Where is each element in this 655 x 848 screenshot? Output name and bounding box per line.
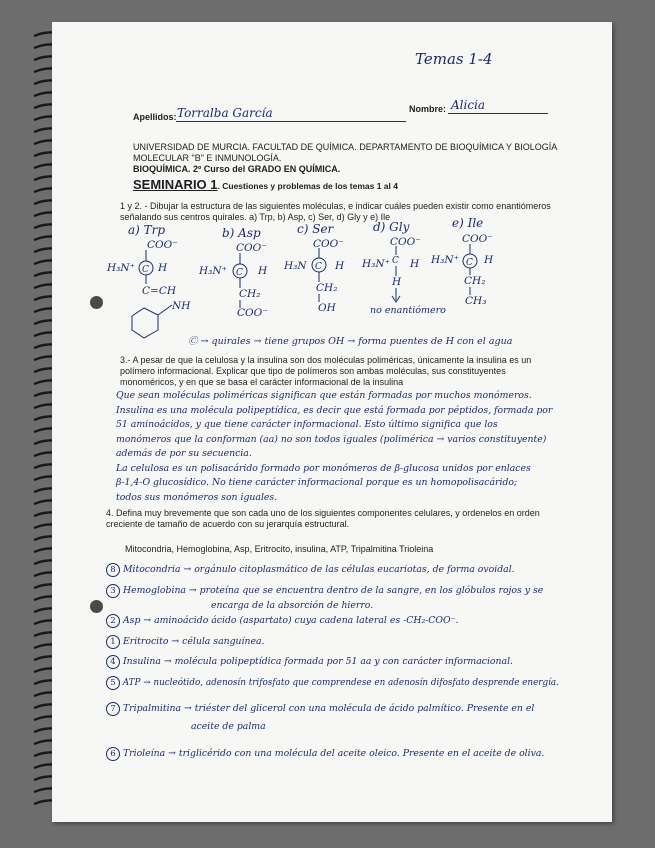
asp-label: b) Asp xyxy=(222,226,261,240)
trp-nh: NH xyxy=(172,300,191,312)
ile-carboxyl: COO⁻ xyxy=(462,233,493,245)
seminar-title: SEMINARIO 1 xyxy=(133,177,218,192)
rank-number: 2 xyxy=(106,614,120,628)
apellidos-value: Torralba García xyxy=(177,106,273,120)
answer-line: La celulosa es un polisacárido formado por monómeros de β-glucosa unidos por enlaces xyxy=(116,462,531,474)
apellidos-underline xyxy=(176,121,406,122)
answer-text: Trioleína → triglicérido con una molécula del aceite oleico. Presente en el aceite de oliva. xyxy=(122,747,545,759)
gly-carboxyl: COO⁻ xyxy=(390,236,421,248)
ser-ch2: CH₂ xyxy=(316,282,338,294)
apellidos-label: Apellidos: xyxy=(133,112,177,122)
ranked-answer xyxy=(106,673,601,694)
gly-hydrogen: H xyxy=(410,258,420,270)
answer-text: Eritrocito → célula sanguínea. xyxy=(122,635,265,647)
chiral-note: Ⓒ → quirales → tiene grupos OH → forma puentes de H con el agua xyxy=(188,336,513,347)
seminar-heading xyxy=(133,176,398,194)
answer-line: 51 aminoácidos, y que tiene carácter informacional. Esto último significa que los xyxy=(116,419,498,430)
header-note: Temas 1-4 xyxy=(415,50,493,68)
answer-text: Tripalmitina → triéster del glicerol con una molécula de ácido palmítico. Presente en el xyxy=(122,703,535,714)
ser-amino: H₃N xyxy=(284,260,307,272)
ranked-answer xyxy=(106,744,601,765)
ranked-answer xyxy=(106,560,601,581)
asp-amino: H₃N⁺ xyxy=(199,265,228,277)
nombre-underline xyxy=(448,113,548,114)
punch-hole-icon xyxy=(90,600,103,613)
ile-hydrogen: H xyxy=(484,254,494,266)
asp-ch2: CH₂ xyxy=(239,288,261,300)
ranked-answer xyxy=(106,632,601,653)
trp-side-chain: C=CH xyxy=(142,285,177,297)
svg-text:C: C xyxy=(236,268,243,278)
answer-line: Que sean moléculas poliméricas significan que están formadas por muchos monómeros. xyxy=(116,390,532,401)
ser-carboxyl: COO⁻ xyxy=(313,238,344,250)
answer-text: encarga de la absorción de hierro. xyxy=(211,600,374,611)
course-line: BIOQUÍMICA. 2º Curso del GRADO EN QUÍMICA. xyxy=(133,164,341,174)
seminar-subtitle: . Cuestiones y problemas de los temas 1 al 4 xyxy=(217,181,398,191)
gly-note: no enantiómero xyxy=(370,305,446,316)
answer-text: Mitocondria → orgánulo citoplasmático de las células eucariotas, de forma ovoidal. xyxy=(122,564,515,575)
svg-text:C: C xyxy=(142,265,149,275)
gly-amino: H₃N⁺ xyxy=(362,258,391,270)
question-3-line-2: polímero informacional. Explicar que tipo de polímeros son ambas moléculas, sus constituyentes xyxy=(120,366,506,376)
ser-oh: OH xyxy=(318,302,336,314)
question-3-answer xyxy=(116,389,606,505)
question-4-answers xyxy=(106,560,601,764)
ranked-answer xyxy=(106,699,601,720)
rank-number: 4 xyxy=(106,655,120,669)
ile-amino: H₃N⁺ xyxy=(431,254,460,266)
svg-text:C: C xyxy=(466,258,473,268)
ranked-answer xyxy=(106,652,601,673)
ile-label: e) Ile xyxy=(452,216,484,230)
svg-text:C: C xyxy=(315,262,322,272)
rank-number: 1 xyxy=(106,635,120,649)
ser-hydrogen: H xyxy=(335,260,345,272)
nombre-value: Alicia xyxy=(451,98,486,112)
trp-hydrogen: H xyxy=(158,262,168,274)
answer-line: todos sus monómeros son iguales. xyxy=(116,491,278,503)
answer-text: Insulina → molécula polipeptídica formada por 51 aa y con carácter informacional. xyxy=(122,656,513,667)
rank-number: 5 xyxy=(106,676,120,690)
ranked-answer xyxy=(106,601,601,611)
answer-text: ATP → nucleótido, adenosín trifosfato que comprendese en adenosín difosfato desprende energía. xyxy=(122,677,559,688)
rank-number: 3 xyxy=(106,584,120,598)
svg-text:C: C xyxy=(392,256,399,266)
institution-line-2: MOLECULAR "B" E INMUNOLOGÍA. xyxy=(133,153,282,163)
ranked-answer xyxy=(106,720,601,734)
answer-line: monómeros que la conforman (aa) no son todos iguales (polimérica → varios constituyente) xyxy=(116,433,547,445)
asp-hydrogen: H xyxy=(258,265,268,277)
answer-line: además de por su secuencia. xyxy=(116,448,252,459)
rank-number: 7 xyxy=(106,702,120,716)
question-4-line-2: creciente de tamaño de acuerdo con su jerarquía estructural. xyxy=(106,519,350,529)
rank-number: 8 xyxy=(106,563,120,577)
ser-label: c) Ser xyxy=(297,222,334,236)
ile-ch2: CH₂ xyxy=(464,275,486,287)
question-1-2-line-1: 1 y 2. - Dibujar la estructura de las siguientes moléculas, e indicar cuáles pueden existir como enantiómeros xyxy=(120,201,551,211)
trp-label: a) Trp xyxy=(128,223,166,237)
question-4-list: Mitocondria, Hemoglobina, Asp, Eritrocito, insulina, ATP, Tripalmitina Trioleina xyxy=(125,544,434,554)
gly-side-h: H xyxy=(392,276,402,288)
trp-amino: H₃N⁺ xyxy=(107,262,136,274)
ranked-answer xyxy=(106,581,601,602)
asp-side-carboxyl: COO⁻ xyxy=(237,307,268,319)
asp-carboxyl: COO⁻ xyxy=(236,242,267,254)
gly-label: d) Gly xyxy=(373,220,410,234)
answer-line: β-1,4-O glucosídico. No tiene carácter informacional porque es un homopolisacárido; xyxy=(116,477,518,488)
question-3-line-3: monoméricos, y en que se basa el carácter informacional de la insulina xyxy=(120,377,404,387)
trp-carboxyl: COO⁻ xyxy=(147,239,178,251)
answer-text: aceite de palma xyxy=(191,720,266,732)
answer-text: Hemoglobina → proteína que se encuentra dentro de la sangre, en los glóbulos rojos y se xyxy=(122,584,544,596)
answer-text: Asp → aminoácido ácido (aspartato) cuya cadena lateral es -CH₂-COO⁻. xyxy=(122,615,459,626)
question-3-line-1: 3.- A pesar de que la celulosa y la insulina son dos moléculas poliméricas, únicamente la insulina es un xyxy=(120,355,532,365)
institution-line-1: UNIVERSIDAD DE MURCIA. FACULTAD DE QUÍMICA. DEPARTAMENTO DE BIOQUÍMICA Y BIOLOGÍA xyxy=(133,142,558,152)
ile-ch3: CH₃ xyxy=(465,295,487,307)
question-1-2-line-2: señalando sus centros quirales. a) Trp, b) Asp, c) Ser, d) Gly y e) Ile xyxy=(120,212,391,222)
answer-line: Insulina es una molécula polipeptídica, es decir que está formada por péptidos, formada por xyxy=(116,404,553,416)
ranked-answer xyxy=(106,611,601,632)
rank-number: 6 xyxy=(106,747,120,761)
nombre-label: Nombre: xyxy=(409,104,447,114)
question-4-line-1: 4. Defina muy brevemente que son cada uno de los siguientes componentes celulares, y ordenelos en orden xyxy=(106,508,540,518)
